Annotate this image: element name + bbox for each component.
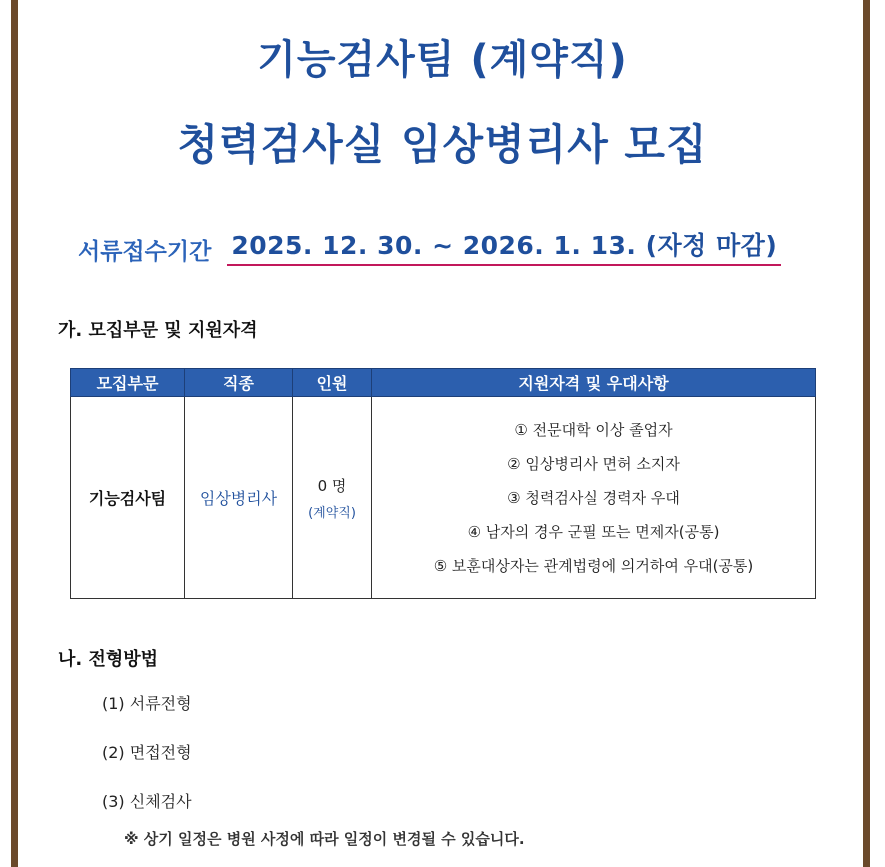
title-line-1: 기능검사팀 (계약직) <box>257 37 628 83</box>
method-item: (3) 신체검사 <box>102 792 192 811</box>
qualification-item: ① 전문대학 이상 졸업자 <box>514 420 673 439</box>
period-label: 서류접수기간 <box>78 239 212 265</box>
qualification-item: ② 임상병리사 면허 소지자 <box>507 454 680 473</box>
table-header-row <box>71 369 816 397</box>
header-count: 인원 <box>293 369 372 397</box>
section-a-heading: 가. 모집부문 및 지원자격 <box>58 320 258 341</box>
cell-job: 임상병리사 <box>185 397 293 599</box>
method-item: (2) 면접전형 <box>102 743 192 762</box>
header-qualifications: 지원자격 및 우대사항 <box>372 369 816 397</box>
title-line-2: 청력검사실 임상병리사 모집 <box>177 120 708 169</box>
qualification-list <box>372 413 815 583</box>
recruitment-table <box>70 368 816 599</box>
count-value: 0 명 <box>317 476 347 495</box>
qualification-item: ④ 남자의 경우 군필 또는 면제자(공통) <box>467 522 720 541</box>
period-value: 2025. 12. 30. ~ 2026. 1. 13. (자정 마감) <box>227 226 781 266</box>
selection-method-list <box>102 690 192 837</box>
cell-count <box>293 397 372 599</box>
count-note: (계약직) <box>308 505 356 521</box>
header-department: 모집부문 <box>71 369 185 397</box>
section-b-heading: 나. 전형방법 <box>58 649 159 670</box>
method-item: (1) 서류전형 <box>102 694 192 713</box>
qualification-item: ③ 청력검사실 경력자 우대 <box>507 488 680 507</box>
schedule-note: ※ 상기 일정은 병원 사정에 따라 일정이 변경될 수 있습니다. <box>124 830 525 848</box>
table-row <box>71 397 816 599</box>
application-period <box>78 226 818 266</box>
header-job: 직종 <box>185 369 293 397</box>
cell-qualifications <box>372 397 816 599</box>
qualification-item: ⑤ 보훈대상자는 관계법령에 의거하여 우대(공통) <box>433 556 754 575</box>
cell-department: 기능검사팀 <box>71 397 185 599</box>
